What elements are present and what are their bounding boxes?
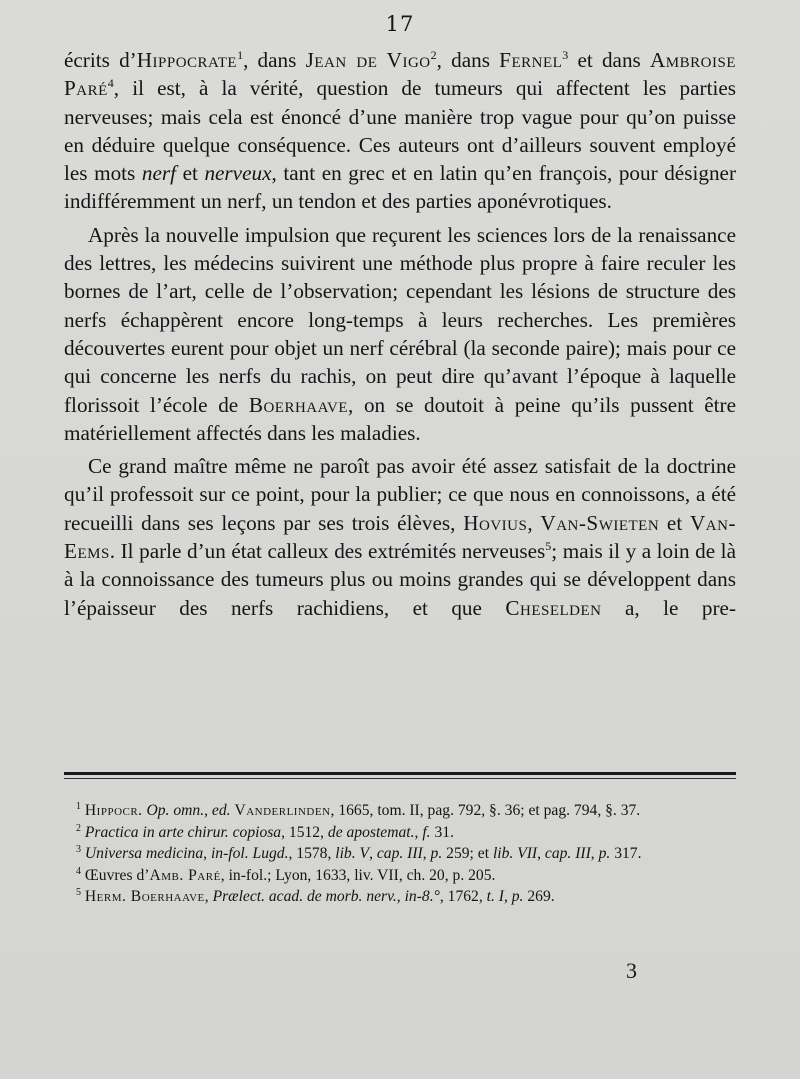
editor-name: Vanderlinden: [234, 802, 331, 819]
text-run: ,: [203, 845, 211, 862]
work-title: Prælect. acad. de morb. nerv.: [212, 888, 397, 905]
footnote-number: 4: [76, 865, 81, 877]
footnote-3: [64, 843, 738, 865]
author-name: Cheselden: [505, 595, 602, 620]
footnote-2: [64, 822, 738, 844]
page-number: 17: [385, 12, 415, 36]
text-run: , 1578,: [288, 845, 336, 862]
page-abbrev: p.: [598, 845, 611, 862]
text-run: , on se doutoit à peine qu’ils pussent être matériellement affectés dans les maladies.: [64, 392, 737, 445]
text-run: ,: [204, 888, 213, 905]
chapter-ref: cap. III: [544, 845, 591, 862]
text-run: ,: [527, 510, 541, 535]
footnote-ref: 1: [237, 47, 244, 62]
text-run: 269.: [523, 888, 555, 905]
text-run: 31.: [430, 823, 454, 841]
text-run: a, le pre-: [601, 595, 736, 620]
footnote-ref: 5: [545, 538, 552, 553]
format-abbrev: in-8.°: [404, 888, 440, 905]
page-abbrev: p.: [511, 888, 524, 905]
author-name: Jean de Vigo: [305, 48, 431, 72]
footnote-1: [64, 800, 738, 822]
footnote-number: 3: [76, 843, 81, 855]
footnote-ref: 4: [107, 76, 114, 91]
footnote-ref: 3: [562, 47, 569, 62]
folio-abbrev: f.: [422, 823, 431, 841]
main-text: [64, 46, 736, 622]
text-run: Après la nouvelle impulsion que reçurent les sciences lors de la renaissance des lettres, les médecins suivirent une méthode plus propre à faire reculer les bornes de l’art, celle de l’observation; cependant les lésions de structure des nerfs échappèrent encore long-temps à leurs recherches. Les premières découvertes eurent pour objet un nerf cérébral (la seconde paire); mais pour ce qui concerne les nerfs du rachis, on peut dire qu’avant l’époque à laquelle florissoit l’école de: [64, 222, 736, 417]
author-name: Hippocrate: [136, 48, 238, 72]
text-run: , 1512,: [281, 823, 328, 841]
author-name: Hovius: [463, 510, 528, 535]
text-run: ,: [396, 888, 405, 905]
text-run: ,: [414, 823, 423, 841]
paragraph-3: [64, 452, 736, 622]
page-abbrev: p.: [430, 845, 443, 862]
text-run: ; mais il y a loin de là à la connoissance des tumeurs plus ou moins grandes qui se développent dans l’épaisseur des nerfs rachidiens, et que: [64, 539, 736, 620]
paragraph-1: [64, 46, 736, 216]
text-run: ,: [204, 802, 212, 819]
italic-term: nerveux: [204, 161, 272, 186]
section-title: de apostemat.: [327, 823, 415, 841]
text-run: écrits d’: [64, 48, 137, 72]
footnote-5: [64, 886, 738, 908]
text-run: et: [659, 510, 690, 535]
work-title: Universa medicina: [84, 845, 204, 862]
text-run: , il est, à la vérité, question de tumeurs qui affectent les parties nerveuses; mais cela est énoncé d’une manière trop vague pour qu’on puisse en déduire quelque conséquence. Ces auteurs ont d’ailleurs souvent employé les mots: [64, 76, 736, 186]
edition-abbrev: ed.: [211, 802, 231, 819]
italic-term: nerf: [141, 161, 177, 186]
text-run: ,: [590, 845, 599, 862]
text-run: , in-fol.; Lyon, 1633, liv. VII, ch. 20, p. 205.: [220, 866, 496, 884]
chapter-ref: cap. III: [376, 845, 423, 862]
text-run: , 1665, tom. II, pag. 792, §. 36; et pag. 794, §. 37.: [330, 802, 641, 819]
author-name: Ambroise Paré: [64, 48, 736, 101]
author-name: Van-Eems: [64, 510, 737, 564]
author-abbrev: Amb. Paré: [149, 866, 221, 884]
text-run: , dans: [436, 48, 500, 72]
footnote-rule-thin: [64, 778, 736, 779]
text-run: ,: [369, 845, 377, 862]
text-run: Œuvres d’: [84, 866, 150, 884]
text-run: , dans: [243, 48, 306, 72]
text-run: 259; et: [442, 845, 493, 862]
tome-ref: t. I: [486, 888, 504, 905]
text-run: et dans: [568, 48, 650, 72]
author-name: Boerhaave: [248, 392, 349, 417]
book-ref: lib. V: [335, 845, 370, 862]
author-name: Fernel: [499, 48, 563, 72]
text-run: 317.: [610, 845, 642, 862]
text-run: et: [176, 161, 205, 186]
book-ref: lib. VII: [492, 845, 538, 862]
text-run: , tant en grec et en latin qu’en françois, pour désigner indifféremment un nerf, un tendon et des parties aponévrotiques.: [64, 161, 736, 214]
footnote-number: 5: [76, 886, 81, 898]
text-run: Ce grand maître même ne paroît pas avoir été assez satisfait de la doctrine qu’il professoit sur ce point, pour la publier; ce que nous en connoissons, a été recueilli dans ses leçons par ses trois élèves,: [64, 454, 736, 535]
footnote-number: 2: [76, 822, 81, 834]
format-abbrev: in-fol. Lugd.: [210, 845, 289, 862]
text-run: , 1762,: [439, 888, 487, 905]
footnotes: [64, 800, 738, 908]
paragraph-2: [64, 221, 736, 447]
text-run: ,: [503, 888, 512, 905]
footnote-ref: 2: [430, 47, 437, 62]
work-title: Op. omn.: [146, 802, 205, 819]
footnote-4: [64, 865, 738, 887]
footnote-rule: [64, 772, 736, 775]
footnote-number: 1: [76, 800, 81, 812]
author-abbrev: Herm. Boerhaave: [84, 888, 205, 905]
text-run: ,: [422, 845, 431, 862]
text-run: . Il parle d’un état calleux des extrémités nerveuses: [109, 539, 546, 564]
gathering-signature: 3: [626, 958, 637, 983]
text-run: ,: [537, 845, 545, 862]
work-title: Practica in arte chirur. copiosa: [84, 823, 282, 841]
author-name: Van-Swieten: [540, 510, 660, 535]
author-abbrev: Hippocr.: [84, 802, 143, 819]
